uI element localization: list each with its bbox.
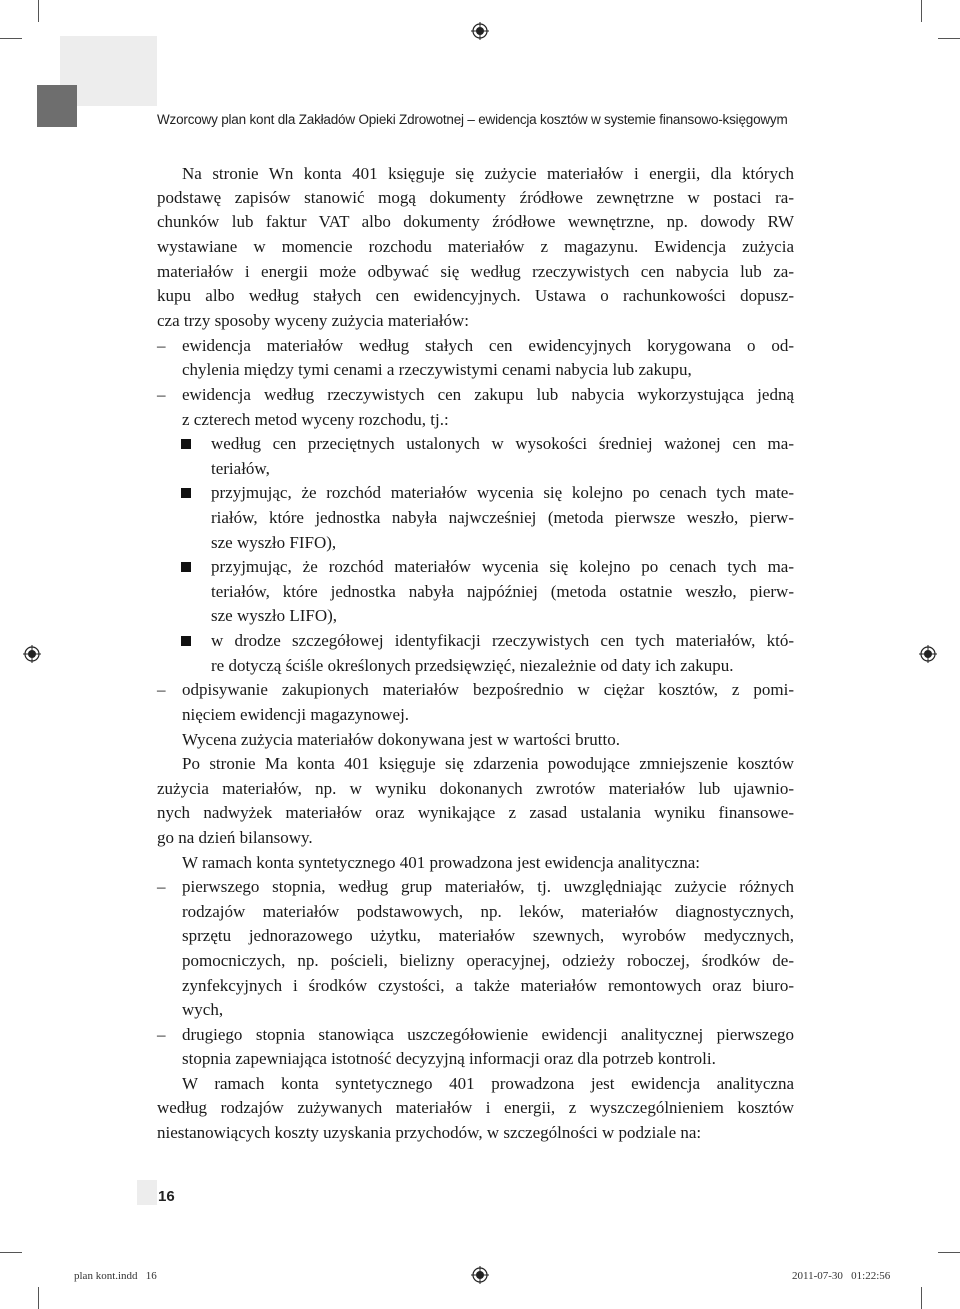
registration-mark-icon bbox=[23, 645, 41, 663]
text-line: nięciem ewidencji magazynowej. bbox=[182, 705, 410, 724]
text-line: rodzajów materiałów podstawowych, np. leków, materiałów diagnostycznych, bbox=[182, 902, 794, 921]
list-square-bullet bbox=[181, 562, 191, 572]
list-dash: – bbox=[157, 1025, 166, 1044]
text-line: chylenia między tymi cenami a rzeczywistymi cenami nabycia lub zakupu, bbox=[182, 360, 692, 379]
page-number: 16 bbox=[158, 1188, 175, 1205]
running-header: Wzorcowy plan kont dla Zakładów Opieki Zdrowotnej – ewidencja kosztów w systemie finansowo-księgowym bbox=[157, 112, 788, 127]
text-line: nych nadwyżek materiałów oraz wynikające z zasad ustalania wyniku finansowe- bbox=[157, 803, 794, 822]
text-line: riałów, które jednostka nabyła najwcześniej (metoda pierwsze weszło, pierw- bbox=[211, 508, 794, 527]
list-dash: – bbox=[157, 680, 166, 699]
text-line: teriałów, które jednostka nabyła najpóźniej (metoda ostatnie weszło, pierw- bbox=[211, 582, 794, 601]
crop-mark bbox=[921, 0, 922, 22]
text-line: niestanowiących koszty uzyskania przychodów, w szczególności w podziale na: bbox=[157, 1123, 702, 1142]
registration-mark-icon bbox=[919, 645, 937, 663]
text-line: stopnia zapewniająca istotność decyzyjną informacji oraz dla potrzeb kontroli. bbox=[182, 1049, 716, 1068]
crop-mark bbox=[38, 0, 39, 22]
crop-mark bbox=[38, 1287, 39, 1309]
registration-mark-icon bbox=[471, 22, 489, 40]
text-line: przyjmując, że rozchód materiałów wycenia się kolejno po cenach tych ma- bbox=[211, 557, 794, 576]
text-line: podstawę zapisów stanowić mogą dokumenty źródłowe zewnętrzne w postaci ra- bbox=[157, 188, 794, 207]
crop-mark bbox=[938, 1252, 960, 1253]
text-line: pierwszego stopnia, według grup materiałów, tj. uwzględniając zużycie różnych bbox=[182, 877, 794, 896]
text-line: według rodzajów zużywanych materiałów i energii, z wyszczególnieniem kosztów bbox=[157, 1098, 794, 1117]
text-line: według cen przeciętnych ustalonych w wysokości średniej ważonej cen ma- bbox=[211, 434, 794, 453]
slug-file-name: plan kont.indd 16 bbox=[74, 1270, 157, 1282]
text-line: sze wyszło LIFO), bbox=[211, 606, 338, 625]
crop-mark bbox=[938, 38, 960, 39]
text-line: zużycia materiałów, np. w wyniku dokonanych zwrotów materiałów lub ujawnio- bbox=[157, 779, 794, 798]
decorative-block-dark bbox=[37, 85, 77, 127]
text-line: chunków lub faktur VAT albo dokumenty źródłowe wewnętrzne, np. dowody RW bbox=[157, 212, 794, 231]
list-square-bullet bbox=[181, 488, 191, 498]
text-line: ewidencja według rzeczywistych cen zakupu lub nabycia wykorzystująca jedną bbox=[182, 385, 794, 404]
text-line: w drodze szczegółowej identyfikacji rzeczywistych cen tych materiałów, któ- bbox=[211, 631, 794, 650]
list-square-bullet bbox=[181, 439, 191, 449]
list-square-bullet bbox=[181, 636, 191, 646]
text-line: materiałów i energii może odbywać się według rzeczywistych cen nabycia lub za- bbox=[157, 262, 794, 281]
text-line: go na dzień bilansowy. bbox=[157, 828, 313, 847]
text-line: Po stronie Ma konta 401 księguje się zdarzenia powodujące zmniejszenie kosztów bbox=[182, 754, 794, 773]
text-line: przyjmując, że rozchód materiałów wycenia się kolejno po cenach tych mate- bbox=[211, 483, 794, 502]
text-line: ewidencja materiałów według stałych cen ewidencyjnych korygowana o od- bbox=[182, 336, 794, 355]
list-dash: – bbox=[157, 336, 166, 355]
text-line: pomocniczych, np. pościeli, bielizny operacyjnej, odzieży roboczej, środków de- bbox=[182, 951, 794, 970]
crop-mark bbox=[0, 1252, 22, 1253]
text-line: odpisywanie zakupionych materiałów bezpośrednio w ciężar kosztów, z pomi- bbox=[182, 680, 794, 699]
text-line: W ramach konta syntetycznego 401 prowadzona jest ewidencja analityczna: bbox=[182, 853, 700, 872]
list-dash: – bbox=[157, 877, 166, 896]
slug-date: 2011-07-30 01:22:56 bbox=[792, 1270, 891, 1282]
crop-mark bbox=[0, 38, 22, 39]
text-line: kupu albo według stałych cen ewidencyjnych. Ustawa o rachunkowości dopusz- bbox=[157, 286, 794, 305]
text-line: cza trzy sposoby wyceny zużycia materiałów: bbox=[157, 311, 470, 330]
text-line: sze wyszło FIFO), bbox=[211, 533, 337, 552]
text-line: W ramach konta syntetycznego 401 prowadzona jest ewidencja analityczna bbox=[182, 1074, 794, 1093]
text-line: wystawiane w momencie rozchodu materiałów z magazynu. Ewidencja zużycia bbox=[157, 237, 794, 256]
text-line: wych, bbox=[182, 1000, 224, 1019]
list-dash: – bbox=[157, 385, 166, 404]
crop-mark bbox=[921, 1287, 922, 1309]
text-line: Na stronie Wn konta 401 księguje się zużycie materiałów i energii, dla których bbox=[182, 164, 794, 183]
text-line: Wycena zużycia materiałów dokonywana jest w wartości brutto. bbox=[182, 730, 620, 749]
text-line: re dotyczą ściśle określonych przedsięwzięć, niezależnie od daty ich zakupu. bbox=[211, 656, 734, 675]
text-line: zynfekcyjnych i środków czystości, a także materiałów remontowych oraz biuro- bbox=[182, 976, 794, 995]
decorative-block-light-bottom bbox=[137, 1180, 157, 1205]
text-line: z czterech metod wyceny rozchodu, tj.: bbox=[182, 410, 449, 429]
text-line: sprzętu jednorazowego użytku, materiałów szewnych, wyrobów medycznych, bbox=[182, 926, 794, 945]
registration-mark-icon bbox=[471, 1266, 489, 1284]
text-line: teriałów, bbox=[211, 459, 270, 478]
text-line: drugiego stopnia stanowiąca uszczegółowienie ewidencji analitycznej pierwszego bbox=[182, 1025, 794, 1044]
